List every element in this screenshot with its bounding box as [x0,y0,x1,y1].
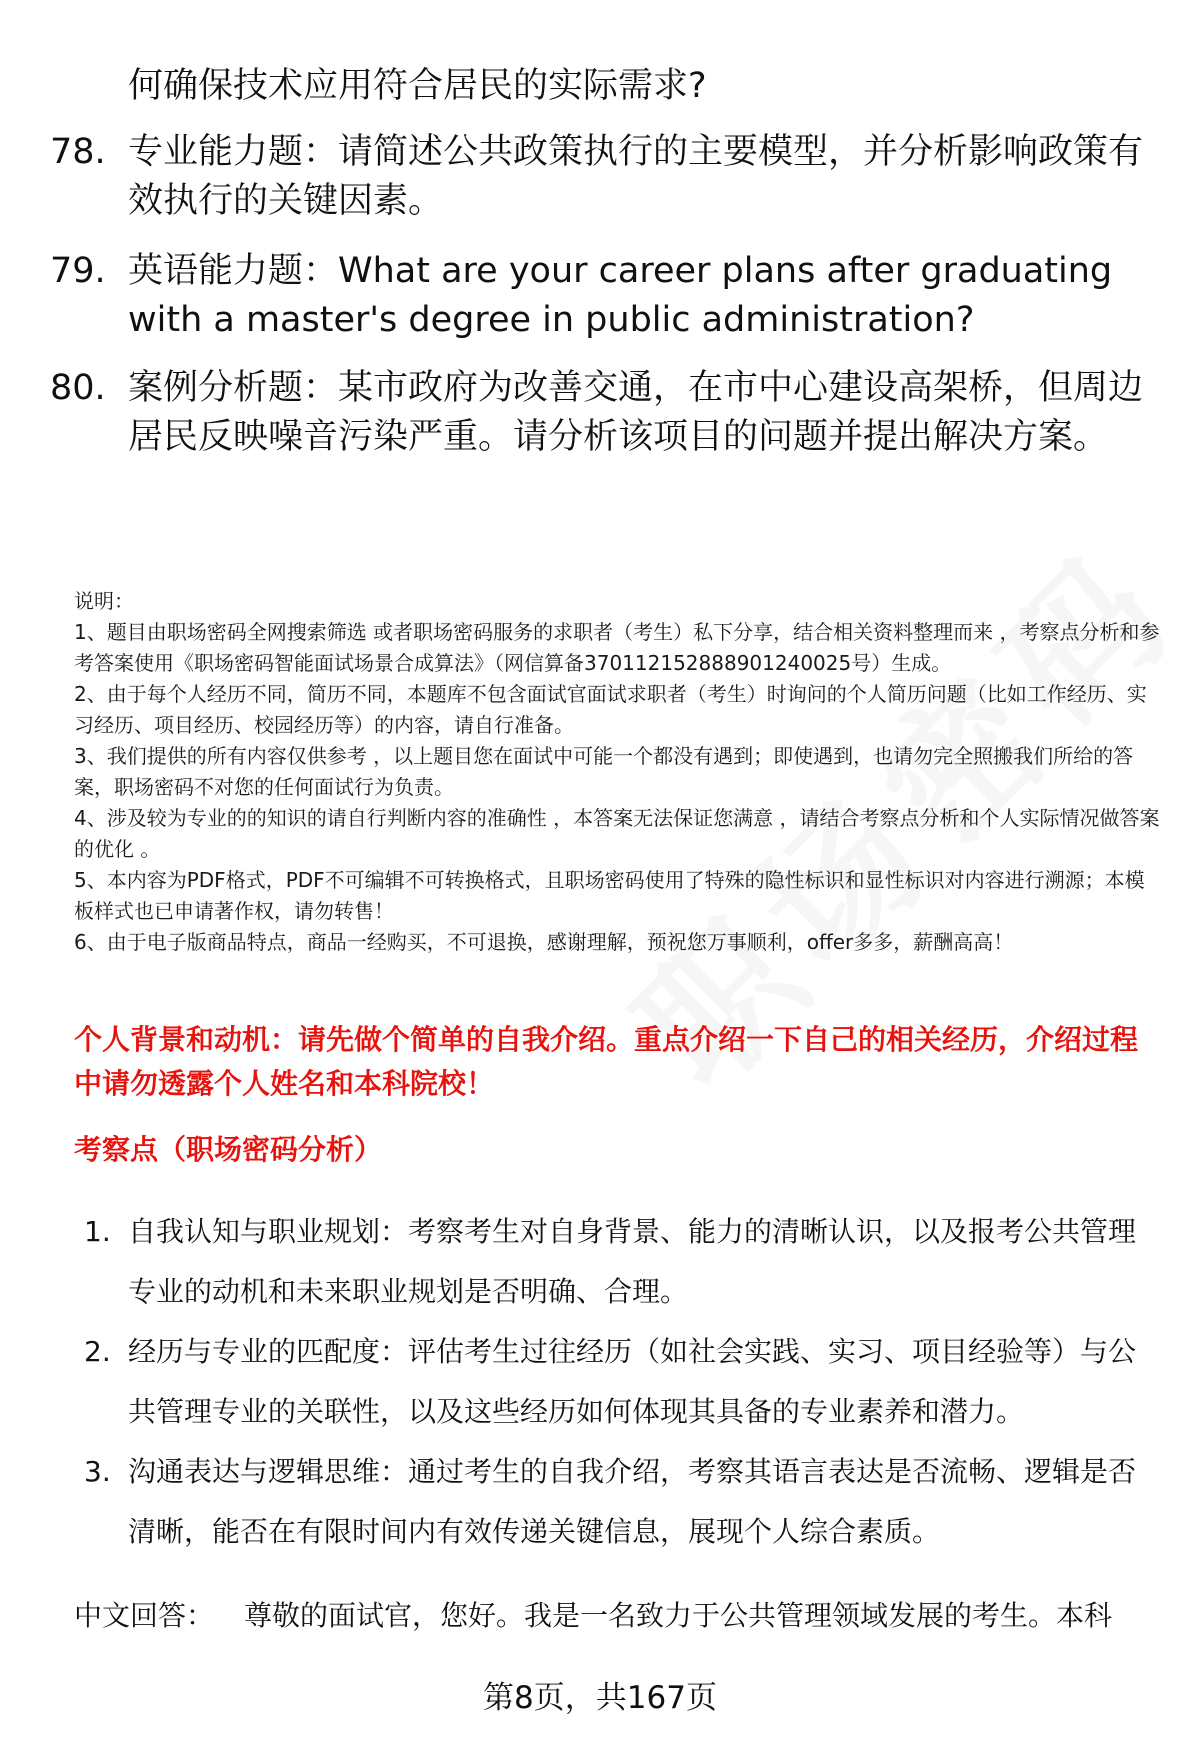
note-item: 5、本内容为PDF格式，PDF不可编辑不可转换格式，且职场密码使用了特殊的隐性标识和显性标识对内容进行溯源；本模板样式也已申请著作权，请勿转售！ [74,868,1145,923]
question-text: 案例分析题：某市政府为改善交通，在市中心建设高架桥，但周边居民反映噪音污染严重。请分析该项目的问题并提出解决方案。 [128,368,1144,457]
note-item: 4、涉及较为专业的的知识的请自行判断内容的准确性 ，本答案无法保证您满意 ，请结合考察点分析和个人实际情况做答案的优化 。 [74,806,1160,861]
answer-text: 尊敬的面试官，您好。我是一名致力于公共管理领域发展的考生。本科 [244,1599,1113,1632]
point-number: 3. [84,1455,111,1488]
assessment-point [84,1202,1164,1322]
interview-question-heading: 个人背景和动机：请先做个简单的自我介绍。重点介绍一下自己的相关经历，介绍过程中请勿透露个人姓名和本科院校！ [74,1023,1139,1100]
point-number: 2. [84,1335,111,1368]
answer-label: 中文回答： [74,1599,215,1632]
question-number: 78. [50,132,106,172]
question-number: 80. [50,368,106,408]
question-text: 专业能力题：请简述公共政策执行的主要模型，并分析影响政策有效执行的关键因素。 [128,132,1144,221]
question-text: 英语能力题：What are your career plans after graduating with a master's degree in public administration? [128,251,1113,340]
note-item: 6、由于电子版商品特点，商品一经购买，不可退换，感谢理解，预祝您万事顺利，offer多多，薪酬高高！ [74,930,1014,954]
assessment-points-title: 考察点（职场密码分析） [74,1133,383,1166]
answer-section [74,1594,1164,1638]
note-item: 2、由于每个人经历不同，简历不同，本题库不包含面试官面试求职者（考生）时询问的个人简历问题（比如工作经历、实习经历、项目经历、校园经历等）的内容，请自行准备。 [74,682,1147,737]
point-text: 自我认知与职业规划：考察考生对自身背景、能力的清晰认识，以及报考公共管理专业的动机和未来职业规划是否明确、合理。 [128,1215,1137,1308]
notes-title: 说明： [74,589,134,613]
note-item: 3、我们提供的所有内容仅供参考 ，以上题目您在面试中可能一个都没有遇到；即使遇到，也请勿完全照搬我们所给的答案，职场密码不对您的任何面试行为负责。 [74,744,1134,799]
question-number: 79. [50,251,106,291]
assessment-point [84,1322,1164,1442]
assessment-points-list [84,1202,1164,1562]
point-text: 经历与专业的匹配度：评估考生过往经历（如社会实践、实习、项目经验等）与公共管理专业的关联性，以及这些经历如何体现其具备的专业素养和潜力。 [128,1335,1137,1428]
notes-section [74,586,1164,958]
previous-question-continuation: 何确保技术应用符合居民的实际需求? [128,66,707,106]
note-item: 1、题目由职场密码全网搜索筛选 或者职场密码服务的求职者（考生）私下分享，结合相关资料整理而来 ，考察点分析和参考答案使用《职场密码智能面试场景合成算法》（网信算备370112152888901240025号）生成。 [74,620,1160,675]
page-footer: 第8页，共167页 [483,1680,717,1716]
point-text: 沟通表达与逻辑思维：通过考生的自我介绍，考察其语言表达是否流畅、逻辑是否清晰，能否在有限时间内有效传递关键信息，展现个人综合素质。 [128,1455,1137,1548]
assessment-point [84,1442,1164,1562]
point-number: 1. [84,1215,111,1248]
